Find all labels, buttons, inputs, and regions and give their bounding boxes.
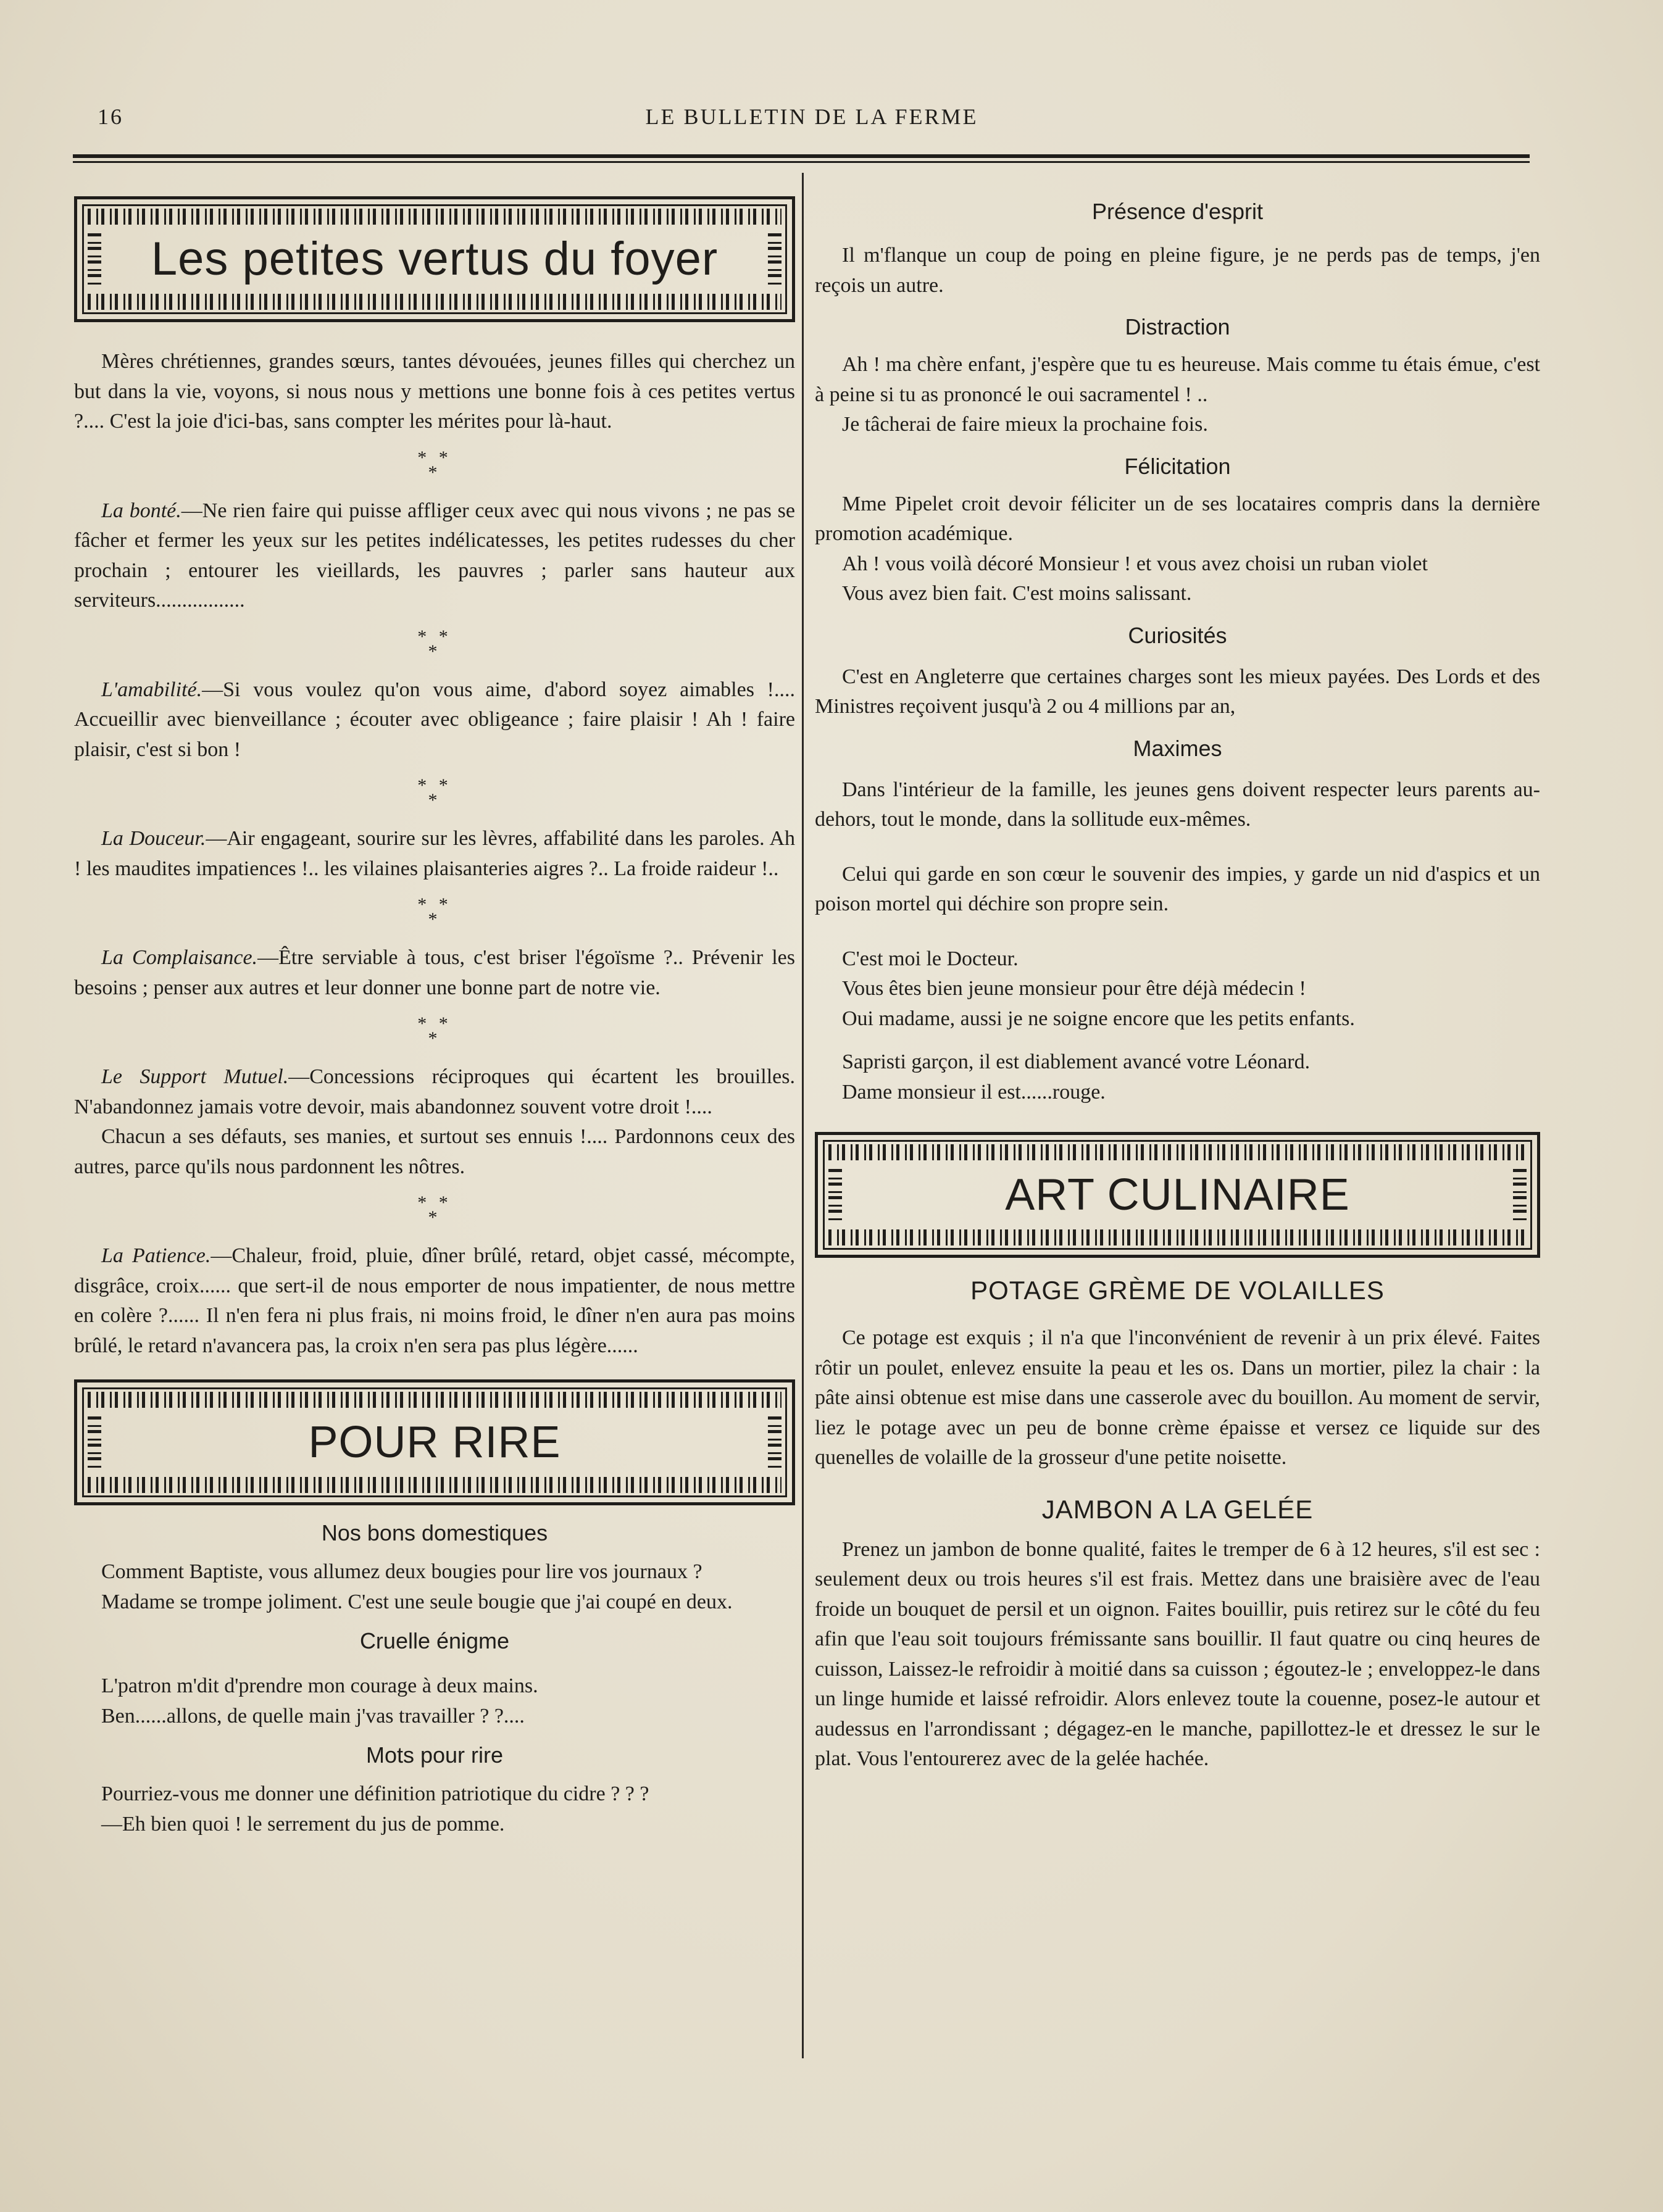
enigme-heading: Cruelle énigme xyxy=(359,1628,510,1653)
meander-border-top xyxy=(828,1144,1527,1160)
bonte-paragraph: La bonté.—Ne rien faire qui puisse affliger ceux avec qui nous vivons ; ne pas se fâcher et fermer les yeux sur les petites indélicatesses, les petites rudesses du cher prochain ; entourer les vieillards, les pauvres ; parler sans hauteur aux serviteurs................. xyxy=(74,499,796,612)
culinaire-title: ART CULINAIRE xyxy=(1005,1170,1350,1220)
domestiques-heading: Nos bons domestiques xyxy=(321,1520,548,1545)
felicitation-heading: Félicitation xyxy=(1124,453,1231,479)
meander-border-right xyxy=(768,233,781,285)
douceur-paragraph: La Douceur.—Air engageant, sourire sur les lèvres, affabilité dans les paroles. Ah ! les maudites impatiences !.. les vilaines plaisanteries aigres ?.. La froide raideur !.. xyxy=(74,827,796,880)
felicitation-p1: Mme Pipelet croit devoir féliciter un de ses locataires compris dans la dernière promotion académique. xyxy=(815,492,1540,545)
vertus-title-frame xyxy=(74,196,795,322)
mots-p2: —Eh bien quoi ! le serrement du jus de pomme. xyxy=(101,1812,505,1836)
right-column xyxy=(815,196,1540,1774)
meander-border-right xyxy=(1513,1169,1527,1221)
complaisance-lead: La Complaisance. xyxy=(101,946,258,969)
potage-p1: Ce potage est exquis ; il n'a que l'inconvénient de revenir à un prix élevé. Faites rôtir un poulet, enlevez ensuite la peau et les os. Dans un mortier, pilez la chair : la pâte ainsi obtenue est mise dans une casserole avec du bouillon. Au moment de servir, liez le potage avec un peu de bonne crème épaisse et versez ce liquide sur des quenelles de volaille de la grosseur d'une petite noisette. xyxy=(815,1326,1540,1469)
domestiques-p2: Madame se trompe joliment. C'est une seule bougie que j'ai coupé en deux. xyxy=(101,1590,733,1613)
mots-heading: Mots pour rire xyxy=(365,1742,504,1768)
asterism: * * * xyxy=(417,1192,452,1228)
jambon-p1: Prenez un jambon de bonne qualité, faites le tremper de 6 à 12 heures, s'il est sec : seulement deux ou trois heures s'il est frais. Mettez dans une braisière avec de l'eau froide un bouquet de persil et un oignon. Faites bouillir, puis retirez sur le côté du feu afin que l'eau soit toujours frémissante sans bouillir. Il faut quatre ou cinq heures de cuisson, Laissez-le refroidir à moitié dans sa cuisson ; égoutez-le ; enveloppez-le dans un linge humide et laissé refroidir. Alors enlevez toute la couenne, posez-le autour et audessus en l'arrondissant ; dégagez-en le manche, papillottez-le et dressez le sur le plat. Vous l'entourerez avec de la gelée hachée. xyxy=(815,1537,1540,1770)
asterism: * * * xyxy=(417,775,452,810)
leonard-p1: Sapristi garçon, il est diablement avancé votre Léonard. xyxy=(842,1050,1311,1073)
mots-p1: Pourriez-vous me donner une définition patriotique du cidre ? ? ? xyxy=(101,1782,649,1805)
distraction-heading: Distraction xyxy=(1125,314,1230,339)
rire-title: POUR RIRE xyxy=(308,1418,561,1467)
leonard-p2: Dame monsieur il est......rouge. xyxy=(842,1080,1106,1104)
enigme-p1: L'patron m'dit d'prendre mon courage à deux mains. xyxy=(101,1674,538,1697)
amabilite-paragraph: L'amabilité.—Si vous voulez qu'on vous aime, d'abord soyez aimables !.... Accueillir avec bienveillance ; écouter avec obligeance ; faire plaisir ! Ah ! faire plaisir, c'est si bon ! xyxy=(74,678,795,761)
presence-p1: Il m'flanque un coup de poing en pleine figure, je ne perds pas de temps, j'en reçois un autre. xyxy=(815,244,1540,297)
docteur-p2: Vous êtes bien jeune monsieur pour être déjà médecin ! xyxy=(842,977,1306,1000)
maximes-p1: Dans l'intérieur de la famille, les jeunes gens doivent respecter leurs parents au-dehors, tout le monde, dans la sollitude eux-mêmes. xyxy=(815,778,1540,831)
running-title: LE BULLETIN DE LA FERME xyxy=(645,104,978,129)
culinaire-title-frame xyxy=(815,1132,1540,1258)
meander-border-top xyxy=(88,1392,781,1408)
docteur-p1: C'est moi le Docteur. xyxy=(842,947,1019,970)
left-column xyxy=(74,196,795,1839)
meander-border-bottom xyxy=(88,1477,781,1493)
support-paragraph: Le Support Mutuel.—Concessions réciproques qui écartent les brouilles. N'abandonnez jamais votre devoir, mais abandonnez souvent votre droit !.... xyxy=(74,1065,796,1118)
bonte-lead: La bonté. xyxy=(101,499,181,522)
felicitation-p3: Vous avez bien fait. C'est moins salissant. xyxy=(842,582,1192,605)
header-rule xyxy=(73,154,1530,165)
rire-title-frame xyxy=(74,1379,795,1505)
support-paragraph-2: Chacun a ses défauts, ses manies, et surtout ses ennuis !.... Pardonnons ceux des autres, parce qu'ils nous pardonnent les nôtres. xyxy=(74,1125,795,1178)
douceur-lead: La Douceur. xyxy=(101,827,206,850)
page-number: 16 xyxy=(98,104,123,129)
meander-border-top xyxy=(88,209,781,225)
vertus-intro: Mères chrétiennes, grandes sœurs, tantes dévouées, jeunes filles qui cherchez un but dans la vie, voyons, si nous nous y mettions une bonne fois à ces petites vertus ?.... C'est la joie d'ici-bas, sans compter les mérites pour là-haut. xyxy=(74,350,795,433)
page-header xyxy=(93,99,1531,136)
asterism: * * * xyxy=(417,1013,452,1049)
domestiques-p1: Comment Baptiste, vous allumez deux bougies pour lire vos journaux ? xyxy=(101,1560,702,1583)
meander-border-left xyxy=(828,1169,842,1221)
patience-paragraph: La Patience.—Chaleur, froid, pluie, dîner brûlé, retard, objet cassé, mécompte, disgrâce, croix...... que sert-il de nous emporter de nous impatienter, de nous mettre en colère ?...... Il n'en fera ni plus frais, ni moins froid, le dîner n'en aura pas moins brûlé, le retard n'avancera pas, la croix n'en sera pas plus légère...... xyxy=(74,1244,795,1357)
patience-lead: La Patience. xyxy=(101,1244,211,1267)
asterism: * * * xyxy=(417,626,452,662)
potage-heading: POTAGE GRÈME DE VOLAILLES xyxy=(970,1276,1385,1305)
meander-border-bottom xyxy=(828,1229,1527,1245)
asterism: * * * xyxy=(417,894,452,929)
presence-heading: Présence d'esprit xyxy=(1091,199,1263,224)
amabilite-lead: L'amabilité. xyxy=(101,678,202,701)
support-lead: Le Support Mutuel. xyxy=(101,1065,289,1088)
vertus-title: Les petites vertus du foyer xyxy=(151,233,719,285)
felicitation-p2: Ah ! vous voilà décoré Monsieur ! et vous avez choisi un ruban violet xyxy=(842,552,1428,575)
column-divider xyxy=(802,173,804,2058)
maximes-p2: Celui qui garde en son cœur le souvenir des impies, y garde un nid d'aspics et un poison mortel qui déchire son propre sein. xyxy=(815,862,1540,915)
meander-border-left xyxy=(88,233,101,285)
maximes-heading: Maximes xyxy=(1133,735,1222,761)
complaisance-paragraph: La Complaisance.—Être serviable à tous, c'est briser l'égoïsme ?.. Prévenir les besoins ; penser aux autres et leur donner une bonne part de notre vie. xyxy=(74,946,795,999)
jambon-heading: JAMBON A LA GELÉE xyxy=(1041,1494,1314,1524)
curiosites-p1: C'est en Angleterre que certaines charges sont les mieux payées. Des Lords et des Ministres reçoivent jusqu'à 2 ou 4 millions par an, xyxy=(815,665,1540,718)
meander-border-bottom xyxy=(88,294,781,310)
asterism: * * * xyxy=(417,447,452,483)
meander-border-right xyxy=(768,1416,781,1468)
distraction-p2: Je tâcherai de faire mieux la prochaine fois. xyxy=(842,413,1208,436)
enigme-p2: Ben......allons, de quelle main j'vas travailler ? ?.... xyxy=(101,1704,525,1728)
docteur-p3: Oui madame, aussi je ne soigne encore que les petits enfants. xyxy=(842,1007,1355,1030)
curiosites-heading: Curiosités xyxy=(1128,622,1227,648)
meander-border-left xyxy=(88,1416,101,1468)
distraction-p1: Ah ! ma chère enfant, j'espère que tu es heureuse. Mais comme tu étais émue, c'est à peine si tu as prononcé le oui sacramentel ! .. xyxy=(815,353,1540,406)
